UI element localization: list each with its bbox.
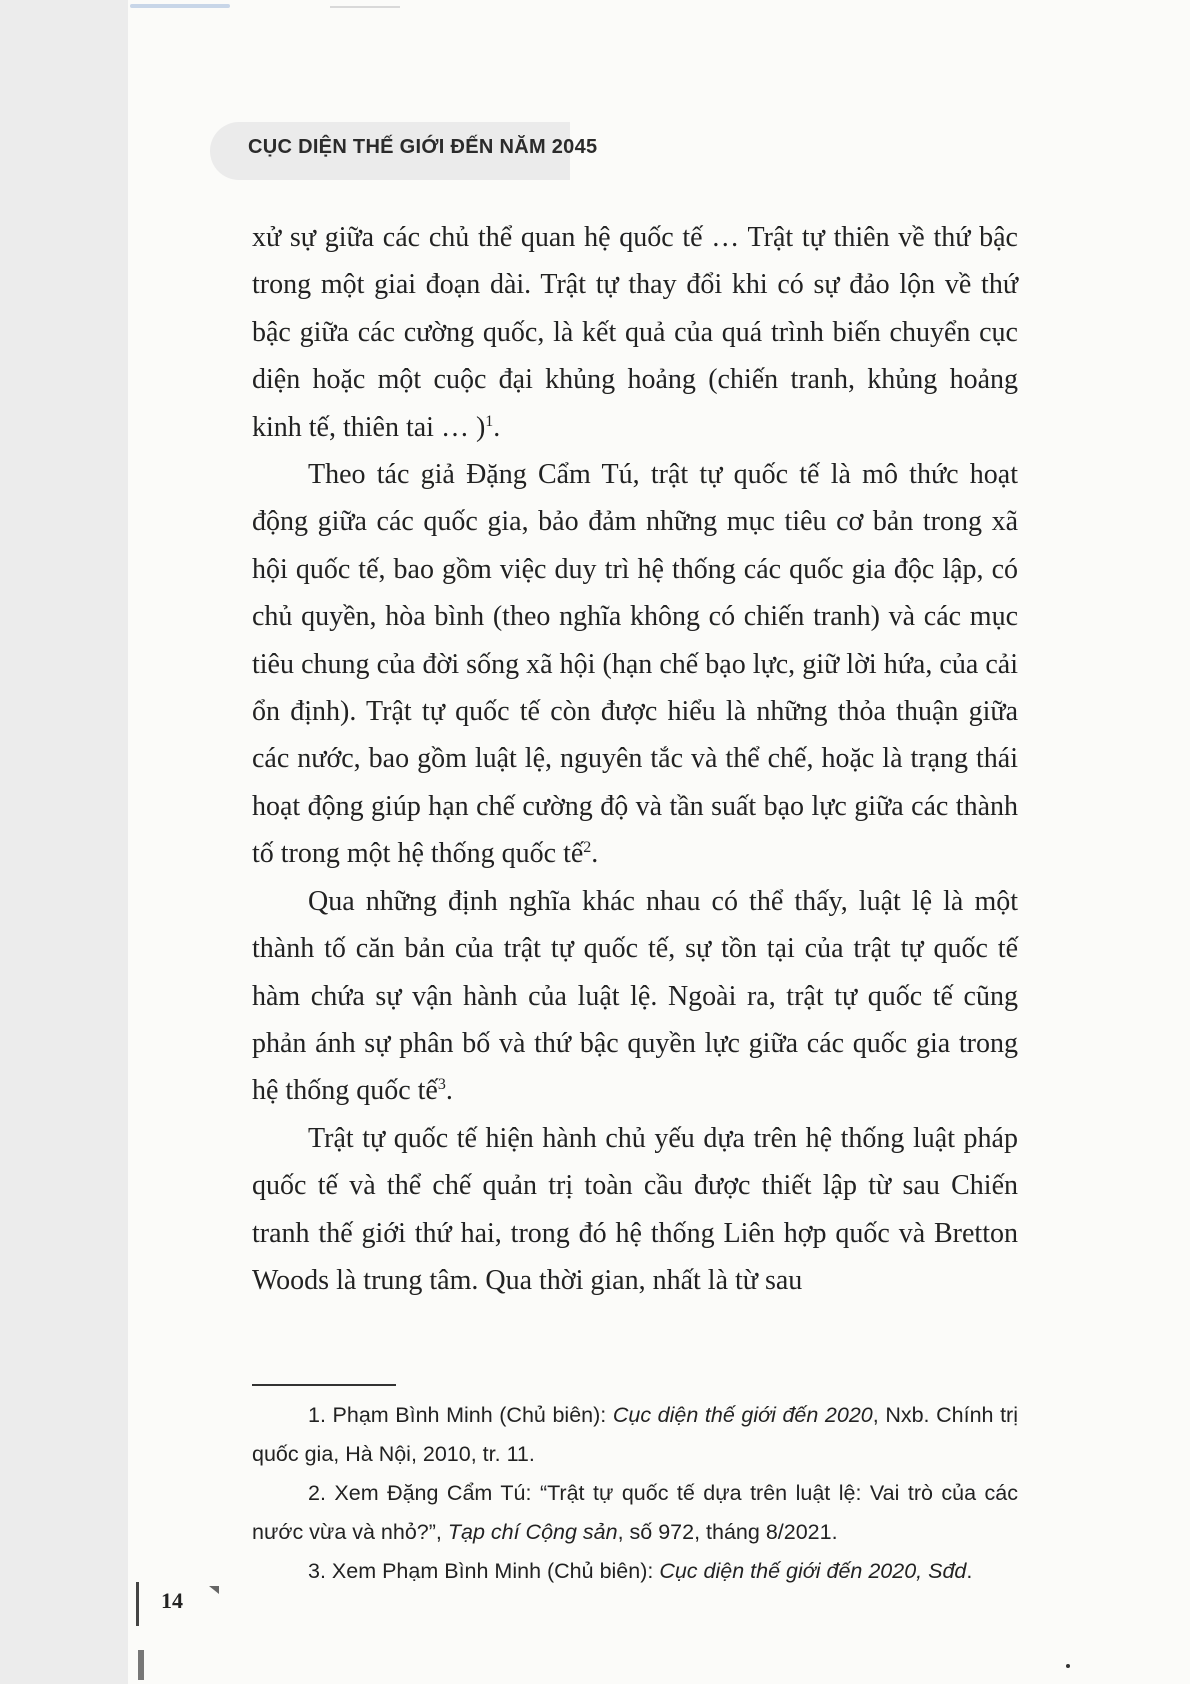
scan-edge-mark <box>130 4 230 8</box>
footnote-ref[interactable]: 2 <box>583 839 592 857</box>
footnotes <box>252 1396 1018 1591</box>
page-number-block <box>136 1582 231 1626</box>
paragraph: xử sự giữa các chủ thể quan hệ quốc tế … Trật tự thiên về thứ bậc trong một giai đoạn dài. Trật tự thay đổi khi có sự đảo lộn về thứ bậc giữa các cường quốc, là kết quả của quá trình biến chuyển cục diện hoặc một cuộc đại khủng hoảng (chiến tranh, khủng hoảng kinh tế, thiên tai … )$^1$. <box>252 222 1018 443</box>
footnote-1: 1. Phạm Bình Minh (Chủ biên): Cục diện thế giới đến 2020, Nxb. Chính trị quốc gia, Hà Nội, 2010, tr. 11. <box>252 1403 1018 1466</box>
footnote-3: 3. Xem Phạm Bình Minh (Chủ biên): Cục diện thế giới đến 2020, Sđd. <box>308 1559 973 1583</box>
running-header-title: CỤC DIỆN THẾ GIỚI ĐẾN NĂM 2045 <box>248 136 598 158</box>
footnote-2: 2. Xem Đặng Cẩm Tú: “Trật tự quốc tế dựa trên luật lệ: Vai trò của các nước vừa và nhỏ?”, Tạp chí Cộng sản, số 972, tháng 8/2021. <box>252 1481 1018 1544</box>
scan-edge-mark <box>138 1650 144 1680</box>
paragraph: Theo tác giả Đặng Cẩm Tú, trật tự quốc tế là mô thức hoạt động giữa các quốc gia, bảo đảm những mục tiêu cơ bản trong xã hội quốc tế, bao gồm việc duy trì hệ thống các quốc gia độc lập, có chủ quyền, hòa bình (theo nghĩa không có chiến tranh) và các mục tiêu chung của đời sống xã hội (hạn chế bạo lực, giữ lời hứa, của cải ổn định). Trật tự quốc tế còn được hiểu là những thỏa thuận giữa các nước, bao gồm luật lệ, nguyên tắc và thể chế, hoặc là trạng thái hoạt động giúp hạn chế cường độ và tần suất bạo lực giữa các thành tố trong một hệ thống quốc tế$^2$. <box>252 459 1018 870</box>
footnote-divider <box>252 1384 396 1386</box>
paragraph: Qua những định nghĩa khác nhau có thể thấy, luật lệ là một thành tố căn bản của trật tự quốc tế, sự tồn tại của trật tự quốc tế hàm chứa sự vận hành của luật lệ. Ngoài ra, trật tự quốc tế cũng phản ánh sự phân bố và thứ bậc quyền lực giữa các quốc gia trong hệ thống quốc tế$^3$. <box>252 885 1018 1107</box>
footnote-ref[interactable]: 1 <box>485 412 494 430</box>
body-text <box>252 214 1018 1304</box>
scan-dot <box>1066 1664 1070 1668</box>
paragraph: Trật tự quốc tế hiện hành chủ yếu dựa trên hệ thống luật pháp quốc tế và thể chế quản trị toàn cầu được thiết lập từ sau Chiến tranh thế giới thứ hai, trong đó hệ thống Liên hợp quốc và Bretton Woods là trung tâm. Qua thời gian, nhất là từ sau <box>252 1122 1018 1296</box>
scan-edge-mark <box>330 6 400 8</box>
footnote-ref[interactable]: 3 <box>437 1076 446 1094</box>
page-number: 14 <box>161 1588 183 1613</box>
corner-triangle-icon <box>209 1586 219 1594</box>
